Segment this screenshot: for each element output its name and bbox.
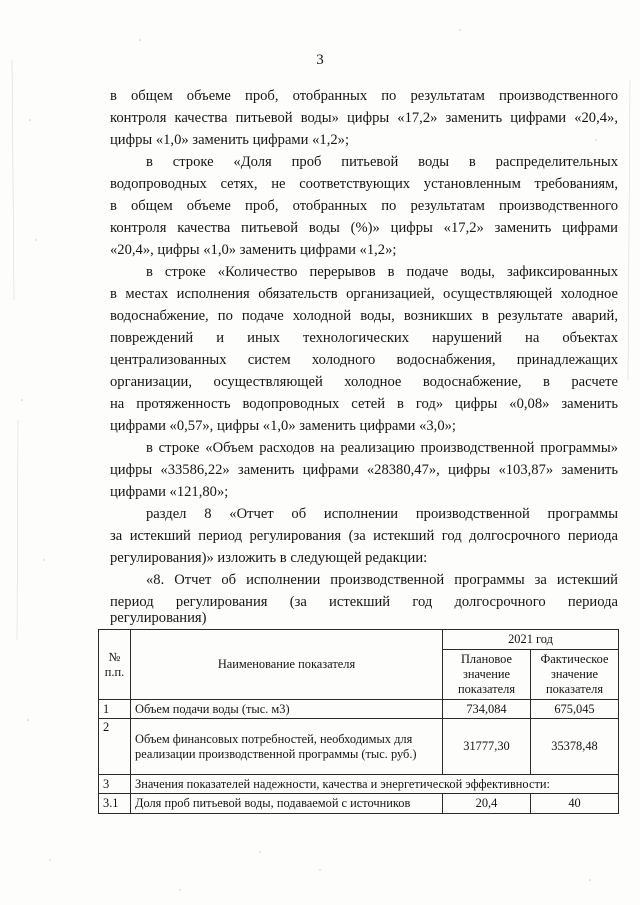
report-table [98,629,619,814]
text-line: период регулирования (за истекший год долгосрочного периода [110,594,618,610]
text-line: повреждений и иных технологических нарушений на объектах [110,330,618,346]
text-line: в строке «Объем расходов на реализацию производственной программы» [146,440,618,456]
row-number: 3.1 [99,794,131,814]
text-line: цифры «1,0» заменить цифрами «1,2»; [110,132,350,148]
text-line: в общем объеме проб, отобранных по результатам производственного [110,198,618,214]
table-row [99,775,619,794]
header-plan: Плановое значение показателя [443,650,531,700]
row-plan: 31777,30 [443,719,531,775]
row-name: Доля проб питьевой воды, подаваемой с источников [131,794,443,814]
text-line: за истекший период регулирования (за истекший год долгосрочного периода [110,528,618,544]
row-fact: 35378,48 [531,719,619,775]
text-line: водоснабжение, по подаче холодной воды, возникших в результате аварий, [110,308,618,324]
row-name: Объем подачи воды (тыс. м3) [131,700,443,719]
text-line: контроля качества питьевой воды» цифры «17,2» заменить цифрами «20,4», [110,110,618,126]
text-line: цифрами «121,80»; [110,484,229,500]
row-fact: 675,045 [531,700,619,719]
row-plan: 20,4 [443,794,531,814]
row-fact: 40 [531,794,619,814]
text-line: организации, осуществляющей холодное водоснабжение, в расчете [110,374,618,390]
table-row [99,794,619,814]
table-row [99,700,619,719]
header-name: Наименование показателя [131,630,443,700]
row-plan: 734,084 [443,700,531,719]
text-line: в общем объеме проб, отобранных по результатам производственного [110,88,618,104]
text-line: в строке «Количество перерывов в подаче воды, зафиксированных [146,264,618,280]
text-line: «8. Отчет об исполнении производственной программы за истекший [146,572,618,588]
header-fact: Фактическое значение показателя [531,650,619,700]
row-number: 3 [99,775,131,794]
text-line: регулирования)» изложить в следующей редакции: [110,550,428,566]
text-line: в строке «Доля проб питьевой воды в распределительных [146,154,618,170]
text-line: регулирования) [110,610,207,626]
text-line: водопроводных сетях, не соответствующих установленным требованиям, [110,176,618,192]
header-year: 2021 год [443,630,619,650]
text-line: раздел 8 «Отчет об исполнении производственной программы [146,506,618,522]
header-number: № п.п. [99,630,131,700]
text-line: цифры «33586,22» заменить цифрами «28380,47», цифры «103,87» заменить [110,462,618,478]
text-line: в местах исполнения обязательств организацией, осуществляющей холодное [110,286,618,302]
text-line: контроля качества питьевой воды (%)» цифры «17,2» заменить цифрами [110,220,618,236]
row-name: Значения показателей надежности, качества и энергетической эффективности: [131,775,619,794]
row-number: 2 [99,719,131,775]
text-line: централизованных систем холодного водоснабжения, принадлежащих [110,352,618,368]
text-line: на протяженность водопроводных сетей в год» цифры «0,08» заменить [110,396,618,412]
row-number: 1 [99,700,131,719]
text-line: цифрами «0,57», цифры «1,0» заменить цифрами «3,0»; [110,418,456,434]
table-row [99,719,619,775]
text-line: «20,4», цифры «1,0» заменить цифрами «1,2»; [110,242,397,258]
row-name: Объем финансовых потребностей, необходимых для реализации производственной программы (тыс. руб.) [131,719,443,775]
page-number: 3 [316,52,324,68]
